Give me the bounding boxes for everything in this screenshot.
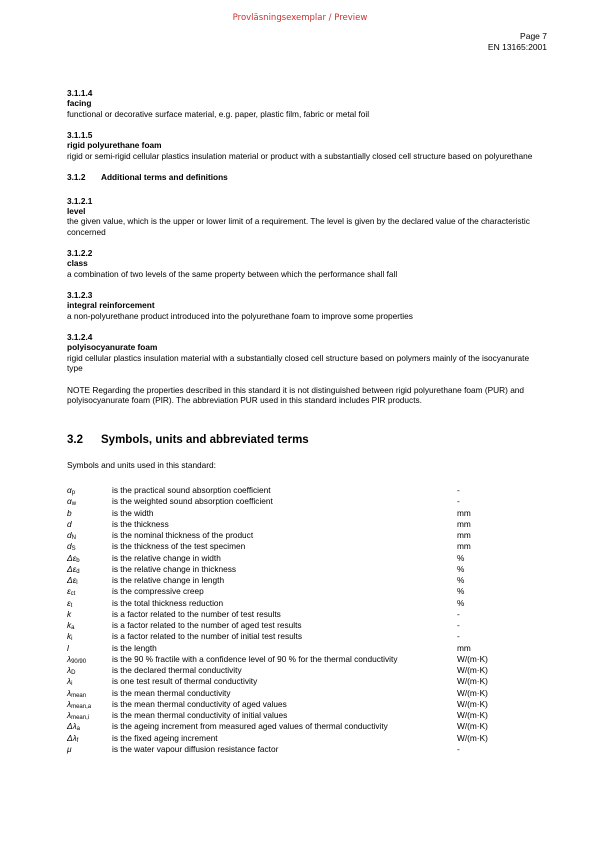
symbol-unit: % [457,575,465,585]
symbol-row [67,676,542,687]
symbol-row [67,508,542,519]
symbol-unit: mm [457,530,471,540]
definition [67,290,547,321]
symbol-base: ε [67,586,71,597]
symbol-subscript: N [71,535,76,541]
symbol-row [67,575,542,586]
symbol [67,508,112,519]
symbol-row [67,654,542,665]
definition-number: 3.1.2.1 [67,195,93,206]
standard-id: EN 13165:2001 [487,42,547,53]
preview-banner: Provläsningsexemplar / Preview [232,13,368,23]
definition-term: integral reinforcement [67,300,155,311]
symbol-subscript: i [71,636,73,643]
symbol-unit: - [457,608,460,619]
symbol [67,485,112,496]
subsection-number: 3.1.2 [67,172,86,183]
definition [67,332,547,373]
symbol-base: λ [67,653,72,664]
symbol-description: is one test result of thermal conductivity [112,676,258,687]
symbol-row [67,744,542,755]
symbol [67,744,112,755]
symbol-unit: - [457,620,460,630]
symbol-description: is the compressive creep [112,586,204,597]
definitions-group-a [67,88,547,161]
symbol-description: is the width [112,507,154,518]
symbol-description: is the thickness [112,518,169,529]
symbol-description: is the thickness of the test specimen [112,541,246,552]
symbol-description: is the length [112,642,157,653]
symbol-unit: mm [457,518,471,529]
definition-text: a non-polyurethane product introduced into the polyurethane foam to improve some properties [67,310,413,321]
symbol-subscript: l [76,580,78,586]
symbol-subscript: 90/90 [71,658,87,665]
symbol-subscript: f [76,737,79,744]
symbol [67,688,112,699]
definition-text: functional or decorative surface material, e.g. paper, plastic film, fabric or metal foil [67,108,370,119]
symbol-unit: % [457,586,465,597]
definition-number: 3.1.2.2 [67,247,93,258]
symbol-base: λ [67,687,72,698]
symbol-unit: W/(m·K) [457,732,488,743]
symbol-description: is the ageing increment from measured aged values of thermal conductivity [112,721,388,732]
symbol-base: Δε [67,563,77,574]
definition-number: 3.1.2.4 [67,332,93,343]
definition-text: a combination of two levels of the same property between which the performance shall fall [67,268,398,279]
symbol-unit: W/(m·K) [457,676,488,687]
symbol-description: is the relative change in thickness [112,563,237,574]
symbol-unit: % [457,597,465,608]
symbol-row [67,564,542,575]
symbol-row [67,541,542,552]
symbol-subscript: mean,a [71,703,92,710]
symbol-base: ε [67,597,71,608]
definition [67,88,547,119]
symbol [67,530,112,541]
symbol-description: is a factor related to the number of aged test results [112,620,302,630]
symbol-row [67,733,542,744]
symbol-base: Δε [67,552,77,563]
symbol-row [67,609,542,620]
symbol-description: is the declared thermal conductivity [112,665,242,675]
definition [67,196,547,237]
symbol-base: k [67,631,72,642]
symbol-base: Δλ [67,721,77,732]
symbol [67,676,112,687]
definition-term: facing [67,98,92,109]
symbol-subscript: D [71,670,76,676]
symbol-row [67,710,542,721]
symbol-description: is the fixed ageing increment [112,732,218,743]
symbol-row [67,665,542,676]
symbol [67,631,112,642]
symbol-unit: W/(m·K) [457,698,488,709]
symbol-description: is a factor related to the number of test results [112,608,281,619]
symbol [67,586,112,597]
symbol-row [67,620,542,631]
symbol-unit: - [457,743,460,754]
symbol-unit: % [457,563,465,574]
symbol [67,519,112,530]
symbol [67,609,112,620]
symbol-row [67,553,542,564]
definition-number: 3.1.1.4 [67,88,93,98]
symbols-table-body [67,485,542,755]
symbol [67,733,112,744]
symbol-unit: mm [457,642,471,653]
symbol-subscript: S [71,546,76,553]
definition-number: 3.1.2.3 [67,290,93,301]
symbol-unit: mm [457,507,471,518]
symbol-unit: - [457,496,460,507]
symbol-base: μ [67,743,72,754]
symbol-subscript: mean,i [71,715,90,721]
definition-number: 3.1.1.5 [67,130,93,141]
symbol-description: is the relative change in width [112,552,221,563]
definition [67,248,547,279]
symbol-unit: - [457,631,460,642]
symbol-base: λ [67,665,72,675]
note: NOTE Regarding the properties described in this standard it is not distinguished between rigid polyurethane foam (PUR) and polyisocyanurate foam (PIR). The abbreviation PUR used in this standard includes PIR products. [67,384,525,405]
symbol-description: is the total thickness reduction [112,597,224,608]
symbol-subscript: i [71,681,73,688]
symbol-description: is the nominal thickness of the product [112,530,254,540]
symbol-description: is the mean thermal conductivity of aged values [112,698,287,709]
symbol-base: Δε [67,575,77,585]
definition-term: polyisocyanurate foam [67,342,158,353]
symbol [67,598,112,609]
definition-term: class [67,258,88,269]
symbol [67,620,112,631]
symbol-unit: mm [457,541,471,552]
symbol-subscript: a [76,726,80,733]
symbol [67,665,112,676]
page-number: Page 7 [520,31,547,41]
symbol-subscript: p [71,490,76,496]
symbol-subscript: d [76,568,80,575]
symbol-description: is the mean thermal conductivity [112,687,231,698]
symbol-subscript: ct [70,591,76,598]
symbol-unit: W/(m·K) [457,665,488,675]
definition-term: level [67,205,86,216]
symbol-description: is the practical sound absorption coefficient [112,485,271,495]
symbol-base: λ [67,698,72,709]
symbol-subscript: mean [71,692,87,699]
symbols-intro: Symbols and units used in this standard: [67,459,216,470]
symbol-subscript: a [71,625,75,631]
section-heading [67,433,547,447]
symbol-row [67,586,542,597]
symbol-row [67,688,542,699]
symbol [67,710,112,721]
symbol-unit: - [457,485,460,495]
symbol-base: d [67,530,72,540]
subsection-heading [67,172,547,182]
symbol [67,541,112,552]
symbol-unit: W/(m·K) [457,687,488,698]
definition-term: rigid polyurethane foam [67,140,162,151]
symbol-row [67,598,542,609]
symbol [67,496,112,507]
symbol-unit: % [457,552,465,563]
symbol-base: k [67,620,72,630]
symbol-base: k [67,608,72,619]
subsection-title: Additional terms and definitions [101,172,228,183]
symbol [67,643,112,654]
symbol-base: Δλ [67,732,77,743]
definitions-group-b [67,196,547,374]
symbol-unit: W/(m·K) [457,653,488,664]
symbol [67,575,112,586]
symbol-base: d [67,541,72,552]
definition-text: the given value, which is the upper or lower limit of a requirement. The level is given by the declared value of the characteristic concerned [67,216,530,237]
symbol-base: α [67,485,72,495]
symbol [67,553,112,564]
page-header [488,31,547,53]
symbol-unit: W/(m·K) [457,721,488,732]
symbol [67,699,112,710]
symbol-base: λ [67,710,72,720]
symbol-row [67,721,542,732]
symbol-row [67,519,542,530]
symbol-subscript: t [70,602,73,609]
symbol-unit: W/(m·K) [457,710,488,720]
symbol-description: is the relative change in length [112,575,225,585]
symbol-description: is the water vapour diffusion resistance factor [112,743,279,754]
section-title: Symbols, units and abbreviated terms [101,434,309,447]
symbol-row [67,485,542,496]
symbol-row [67,643,542,654]
symbol-row [67,496,542,507]
symbol [67,564,112,575]
symbol-row [67,699,542,710]
definition [67,130,547,161]
symbol-subscript: w [71,501,77,508]
symbol-base: d [67,518,72,529]
symbol [67,721,112,732]
symbol-base: λ [67,676,72,687]
symbol-subscript: b [76,557,80,564]
definition-text: rigid cellular plastics insulation material with a substantially closed cell structure based on polymers mainly of the isocyanurate type [67,352,530,374]
symbol-row [67,530,542,541]
symbol [67,654,112,665]
symbol-base: l [67,642,69,653]
symbol-base: α [67,496,72,507]
symbol-description: is the mean thermal conductivity of initial values [112,710,288,720]
symbol-row [67,631,542,642]
symbol-description: is a factor related to the number of initial test results [112,631,302,642]
symbol-description: is the 90 % fractile with a confidence level of 90 % for the thermal conductivity [112,653,398,664]
definition-text: rigid or semi-rigid cellular plastics insulation material or product with a substantially closed cell structure based on polyurethane [67,150,533,161]
section-number: 3.2 [67,434,83,447]
symbol-description: is the weighted sound absorption coefficient [112,496,273,507]
document-body [67,88,547,755]
symbols-table [67,485,542,755]
symbol-base: b [67,507,72,518]
